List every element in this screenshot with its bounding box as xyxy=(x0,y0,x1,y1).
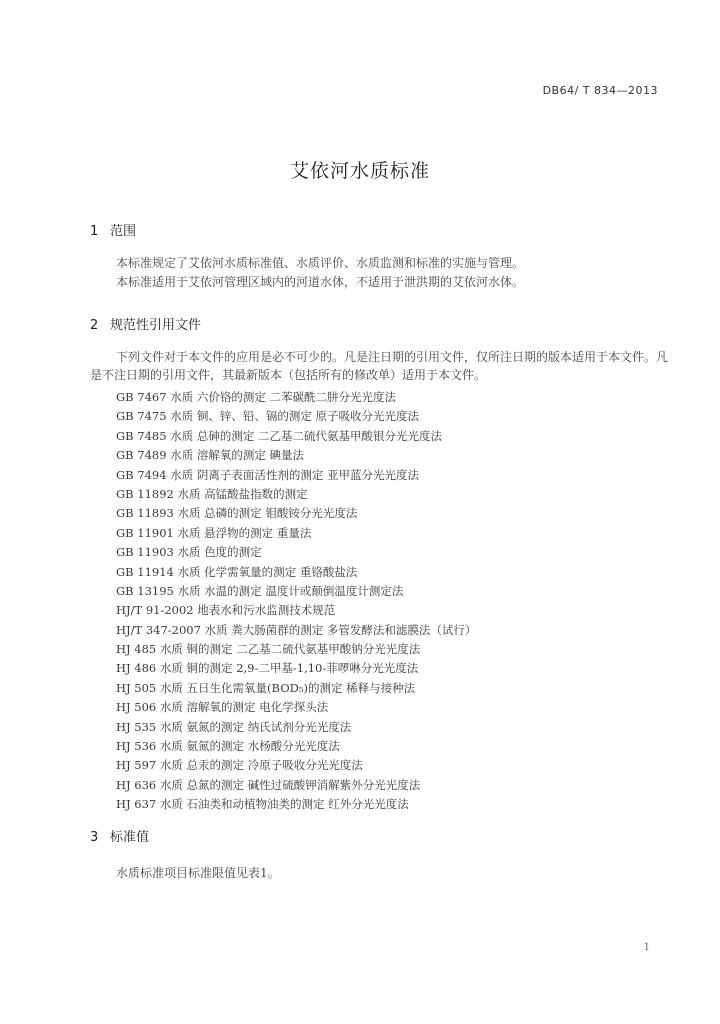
section-1-heading xyxy=(90,220,136,239)
section-number: 1 xyxy=(90,224,99,239)
reference-item: HJ/T 347-2007 水质 粪大肠菌群的测定 多管发酵法和滤膜法（试行） xyxy=(116,622,477,637)
reference-item: GB 7467 水质 六价铬的测定 二苯碳酰二肼分光光度法 xyxy=(116,390,397,404)
reference-item: GB 11914 水质 化学需氧量的测定 重铬酸盐法 xyxy=(116,564,358,579)
section-1-paragraph: 本标准适用于艾依河管理区域内的河道水体，不适用于泄洪期的艾依河水体。 xyxy=(116,275,525,289)
section-3-heading xyxy=(90,826,149,845)
reference-item: HJ 486 水质 铜的测定 2,9-二甲基-1,10-菲啰啉分光光度法 xyxy=(116,661,419,676)
reference-item: GB 11903 水质 色度的测定 xyxy=(116,545,262,560)
reference-item: HJ/T 91-2002 地表水和污水监测技术规范 xyxy=(116,603,336,618)
reference-item: HJ 505 水质 五日生化需氧量(BOD₅)的测定 稀释与接种法 xyxy=(116,680,416,695)
reference-item: GB 7494 水质 阴离子表面活性剂的测定 亚甲蓝分光光度法 xyxy=(116,467,420,482)
document-title: 艾依河水质标准 xyxy=(289,160,430,182)
section-1-paragraph: 本标准规定了艾依河水质标准值、水质评价、水质监测和标准的实施与管理。 xyxy=(116,256,525,270)
reference-list xyxy=(116,388,476,815)
reference-item: GB 11901 水质 悬浮物的测定 重量法 xyxy=(116,525,312,540)
section-number: 2 xyxy=(90,318,99,333)
section-3-paragraph: 水质标准项目标准限值见表1。 xyxy=(116,866,280,880)
reference-item: GB 11892 水质 高锰酸盐指数的测定 xyxy=(116,486,308,501)
reference-item: GB 7475 水质 铜、锌、铅、镉的测定 原子吸收分光光度法 xyxy=(116,409,420,424)
reference-item: GB 7485 水质 总砷的测定 二乙基二硫代氨基甲酸银分光光度法 xyxy=(116,428,443,443)
reference-item: HJ 636 水质 总氮的测定 碱性过硫酸钾消解紫外分光光度法 xyxy=(116,777,421,792)
reference-item: HJ 597 水质 总汞的测定 冷原子吸收分光光度法 xyxy=(116,758,363,773)
reference-item: GB 13195 水质 水温的测定 温度计或颠倒温度计测定法 xyxy=(116,583,404,598)
section-2-intro: 下列文件对于本文件的应用是必不可少的。凡是注日期的引用文件，仅所注日期的版本适用于本文件。凡是不注日期的引用文件，其最新版本（包括所有的修改单）适用于本文件。 xyxy=(90,350,669,382)
section-2-heading xyxy=(90,314,201,333)
section-title: 范围 xyxy=(110,224,137,239)
reference-item: GB 11893 水质 总磷的测定 钼酸铵分光光度法 xyxy=(116,506,358,521)
section-title: 规范性引用文件 xyxy=(110,318,202,333)
reference-item: HJ 535 水质 氨氮的测定 纳氏试剂分光光度法 xyxy=(116,719,352,734)
reference-item: HJ 536 水质 氨氮的测定 水杨酸分光光度法 xyxy=(116,739,340,754)
reference-item: HJ 485 水质 铜的测定 二乙基二硫代氨基甲酸钠分光光度法 xyxy=(116,642,421,657)
reference-item: HJ 637 水质 石油类和动植物油类的测定 红外分光光度法 xyxy=(116,797,409,812)
section-number: 3 xyxy=(90,830,99,845)
document-code: DB64/ T 834—2013 xyxy=(542,84,658,97)
reference-item: GB 7489 水质 溶解氧的测定 碘量法 xyxy=(116,448,305,463)
section-title: 标准值 xyxy=(110,830,150,845)
page-number: 1 xyxy=(643,942,650,953)
reference-item: HJ 506 水质 溶解氧的测定 电化学探头法 xyxy=(116,700,329,715)
